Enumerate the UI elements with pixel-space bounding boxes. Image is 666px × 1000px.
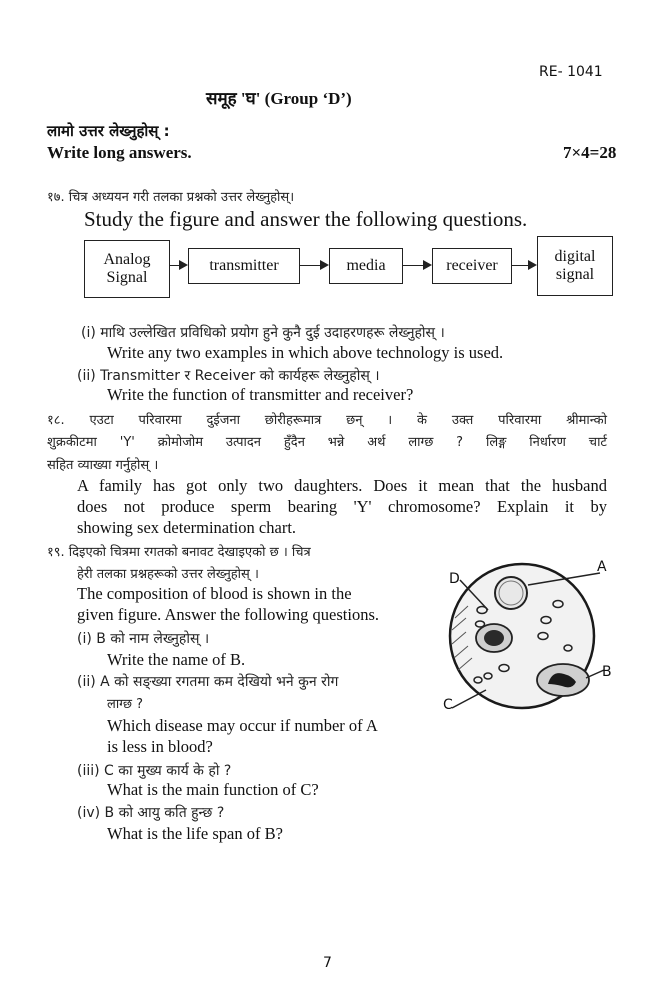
q19-i-english: Write the name of B. (107, 650, 246, 669)
q19-ii-english-line2: is less in blood? (107, 737, 213, 756)
digital-label-line2: signal (555, 266, 595, 283)
q18-nepali-line1: १८. एउटा परिवारमा दुईजना छोरीहरूमात्र छन् । के उक्त परिवारमा श्रीमान्को (47, 413, 607, 428)
analog-label-line1: Analog (103, 251, 151, 268)
q19-iv-english: What is the life span of B? (107, 824, 283, 843)
q17-english: Study the figure and answer the following questions. (84, 207, 528, 231)
q19-english-line2: given figure. Answer the following questions. (77, 605, 379, 624)
instruction-english: Write long answers. (47, 143, 192, 162)
q17-i-english: Write any two examples in which above technology is used. (107, 343, 504, 362)
q19-nepali-line1: १९. दिइएको चित्रमा रगतको बनावट देखाइएको छ । चित्र (47, 545, 311, 560)
instruction-nepali: लामो उत्तर लेख्नुहोस् : (47, 122, 170, 140)
q19-ii-nepali-line2: लाग्छ ? (107, 697, 143, 712)
digital-signal-box (537, 236, 613, 296)
q19-iii-english: What is the main function of C? (107, 780, 319, 799)
q19-ii-nepali-line1: (ii) A को सङ्ख्या रगतमा कम देखियो भने कुन रोग (77, 674, 339, 690)
q17-ii-english: Write the function of transmitter and receiver? (107, 385, 414, 404)
receiver-label: receiver (446, 257, 498, 274)
arrow-icon (169, 265, 186, 266)
arrow-icon (299, 265, 327, 266)
arrow-icon (402, 265, 430, 266)
cell-a (495, 577, 527, 609)
q18-english-line2: does not produce sperm bearing 'Y' chromosome? Explain it by (77, 497, 607, 516)
arrow-icon (511, 265, 535, 266)
receiver-box (432, 248, 512, 284)
label-a: A (597, 559, 607, 575)
q19-i-nepali: (i) B को नाम लेख्नुहोस् । (77, 631, 210, 647)
page-number: 7 (323, 955, 332, 971)
q19-iii-nepali: (iii) C का मुख्य कार्य के हो ? (77, 763, 232, 779)
paper-code: RE- 1041 (539, 64, 603, 80)
q19-english-line1: The composition of blood is shown in the (77, 584, 352, 603)
q19-iv-nepali: (iv) B को आयु कति हुन्छ ? (77, 805, 225, 821)
marks: 7×4=28 (563, 143, 617, 162)
label-d: D (449, 571, 460, 587)
analog-label-line2: Signal (106, 269, 148, 286)
q18-nepali-line3: सहित व्याख्या गर्नुहोस् । (47, 458, 159, 473)
group-title: समूह 'घ' (Group ‘D’) (206, 89, 352, 108)
label-c: C (443, 697, 453, 713)
transmitter-box (188, 248, 300, 284)
q18-english-line3: showing sex determination chart. (77, 518, 297, 537)
q17-nepali: १७. चित्र अध्ययन गरी तलका प्रश्नको उत्तर लेख्नुहोस्। (47, 190, 295, 205)
q19-nepali-line2: हेरी तलका प्रश्नहरूको उत्तर लेख्नुहोस् । (77, 567, 259, 582)
q19-ii-english-line1: Which disease may occur if number of A (107, 716, 378, 735)
digital-label-line1: digital (554, 248, 596, 265)
analog-signal-box (84, 240, 170, 298)
q17-ii-nepali: (ii) Transmitter र Receiver को कार्यहरू लेख्नुहोस् । (77, 368, 380, 384)
q18-nepali-line2: शुक्रकीटमा 'Y' क्रोमोजोम उत्पादन हुँदैन भन्ने अर्थ लाग्छ ? लिङ्ग निर्धारण चार्ट (47, 435, 607, 450)
media-box (329, 248, 403, 284)
transmitter-label: transmitter (209, 257, 279, 274)
blood-composition-figure (440, 558, 610, 718)
label-b: B (602, 664, 612, 680)
q17-i-nepali: (i) माथि उल्लेखित प्रविधिको प्रयोग हुने कुनै दुई उदाहरणहरू लेख्नुहोस् । (81, 325, 445, 341)
q18-english-line1: A family has got only two daughters. Does it mean that the husband (77, 476, 607, 495)
media-label: media (346, 257, 386, 274)
